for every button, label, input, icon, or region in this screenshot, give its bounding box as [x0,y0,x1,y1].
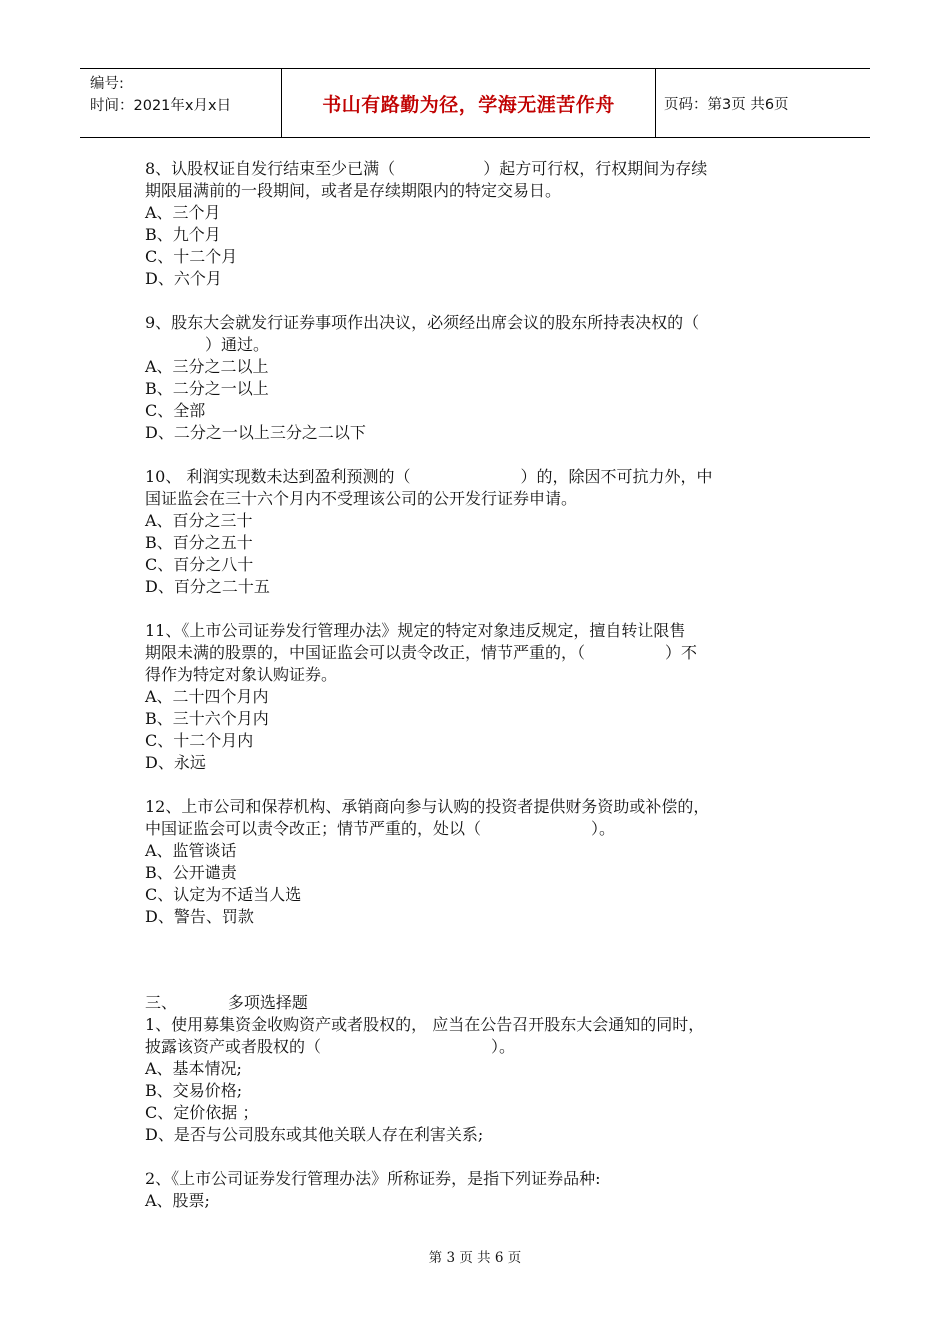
answer-option: A、三个月 [145,203,221,222]
question-text: ）通过。 [205,335,270,354]
question-text-line [145,818,815,840]
question-text-line [145,1014,815,1036]
answer-option: D、警告、罚款 [145,907,254,926]
question-text-line [145,642,815,664]
answer-option: C、定价依据 ； [145,1103,259,1122]
question-text: 10、 利润实现数未达到盈利预测的（ [145,467,411,486]
answer-option: B、公开谴责 [145,863,237,882]
question-text: 9、股东大会就发行证券事项作出决议，必须经出席会议的股东所持表决权的（ [145,313,700,332]
question-text: 中国证监会可以责令改正；情节严重的，处以（ [145,819,482,838]
question-text-line [145,1036,815,1058]
answer-option: D、百分之二十五 [145,577,270,596]
question-text: 披露该资产或者股权的（ [145,1037,322,1056]
answer-option: D、是否与公司股东或其他关联人存在利害关系; [145,1125,484,1144]
question-text: ）不 [665,643,698,662]
answer-option: A、三分之二以上 [145,357,269,376]
answer-option: A、二十四个月内 [145,687,269,706]
multiple-choice-question [145,1168,815,1212]
header-meta [80,69,282,137]
question-text: 8、认股权证自发行结束至少已满（ [145,159,396,178]
answer-option: C、十二个月 [145,247,238,266]
question-text-line [145,664,815,686]
header-slogan: 书山有路勤为径，学海无涯苦作舟 [282,69,656,137]
answer-option: C、百分之八十 [145,555,254,574]
multiple-choice-question [145,1014,815,1146]
document-number-label: 编号: [90,76,124,92]
answer-option: B、三十六个月内 [145,709,269,728]
answer-option: A、监管谈话 [145,841,237,860]
answer-option: C、十二个月内 [145,731,254,750]
question-text: 2、《上市公司证券发行管理办法》所称证券，是指下列证券品种: [145,1169,601,1188]
question-text-line [145,488,815,510]
question-text-line [145,796,815,818]
answer-option: B、九个月 [145,225,221,244]
question-text-line [145,312,815,334]
question-text: 期限未满的股票的，中国证监会可以责令改正，情节严重的，（ [145,643,586,662]
answer-option: D、六个月 [145,269,222,288]
answer-option: D、二分之一以上三分之二以下 [145,423,366,442]
header-page-number: 页码：第3页 共6页 [664,96,789,113]
question-text-line [145,1168,815,1190]
single-choice-question [145,312,815,444]
section-title: 三、 多项选择题 [145,993,308,1012]
question-text-line [145,334,815,356]
question-text: 12、上市公司和保荐机构、承销商向参与认购的投资者提供财务资助或补偿的， [145,797,710,816]
single-choice-question [145,796,815,928]
question-text: 国证监会在三十六个月内不受理该公司的公开发行证券申请。 [145,489,578,508]
answer-option: A、股票; [145,1191,210,1210]
single-choice-question [145,620,815,774]
question-text-line [145,180,815,202]
question-text: ）起方可行权，行权期间为存续 [483,159,708,178]
question-text: 得作为特定对象认购证券。 [145,665,338,684]
answer-option: A、基本情况; [145,1059,242,1078]
question-text: ）的，除因不可抗力外，中 [520,467,713,486]
answer-option: D、永远 [145,753,206,772]
answer-option: C、认定为不适当人选 [145,885,302,904]
single-choice-question [145,158,815,290]
page-header [80,68,870,138]
answer-option: C、全部 [145,401,206,420]
question-text-line [145,620,815,642]
question-list [145,158,815,1234]
answer-option: B、交易价格; [145,1081,243,1100]
question-text: ）。 [591,819,616,838]
section-spacer [145,950,815,992]
answer-option: B、二分之一以上 [145,379,269,398]
document-time-label: 时间：2021年x月x日 [90,98,232,114]
question-text-line [145,158,815,180]
answer-option: B、百分之五十 [145,533,253,552]
question-text-line [145,466,815,488]
question-text: 11、《上市公司证券发行管理办法》规定的特定对象违反规定，擅自转让限售 [145,621,686,640]
question-text: ）。 [491,1037,516,1056]
single-choice-question [145,466,815,598]
question-text: 1、使用募集资金收购资产或者股权的， 应当在公告召开股东大会通知的同时， [145,1015,705,1034]
question-text: 期限届满前的一段期间，或者是存续期限内的特定交易日。 [145,181,562,200]
page-footer: 第 3 页 共 6 页 [428,1250,522,1266]
answer-option: A、百分之三十 [145,511,253,530]
